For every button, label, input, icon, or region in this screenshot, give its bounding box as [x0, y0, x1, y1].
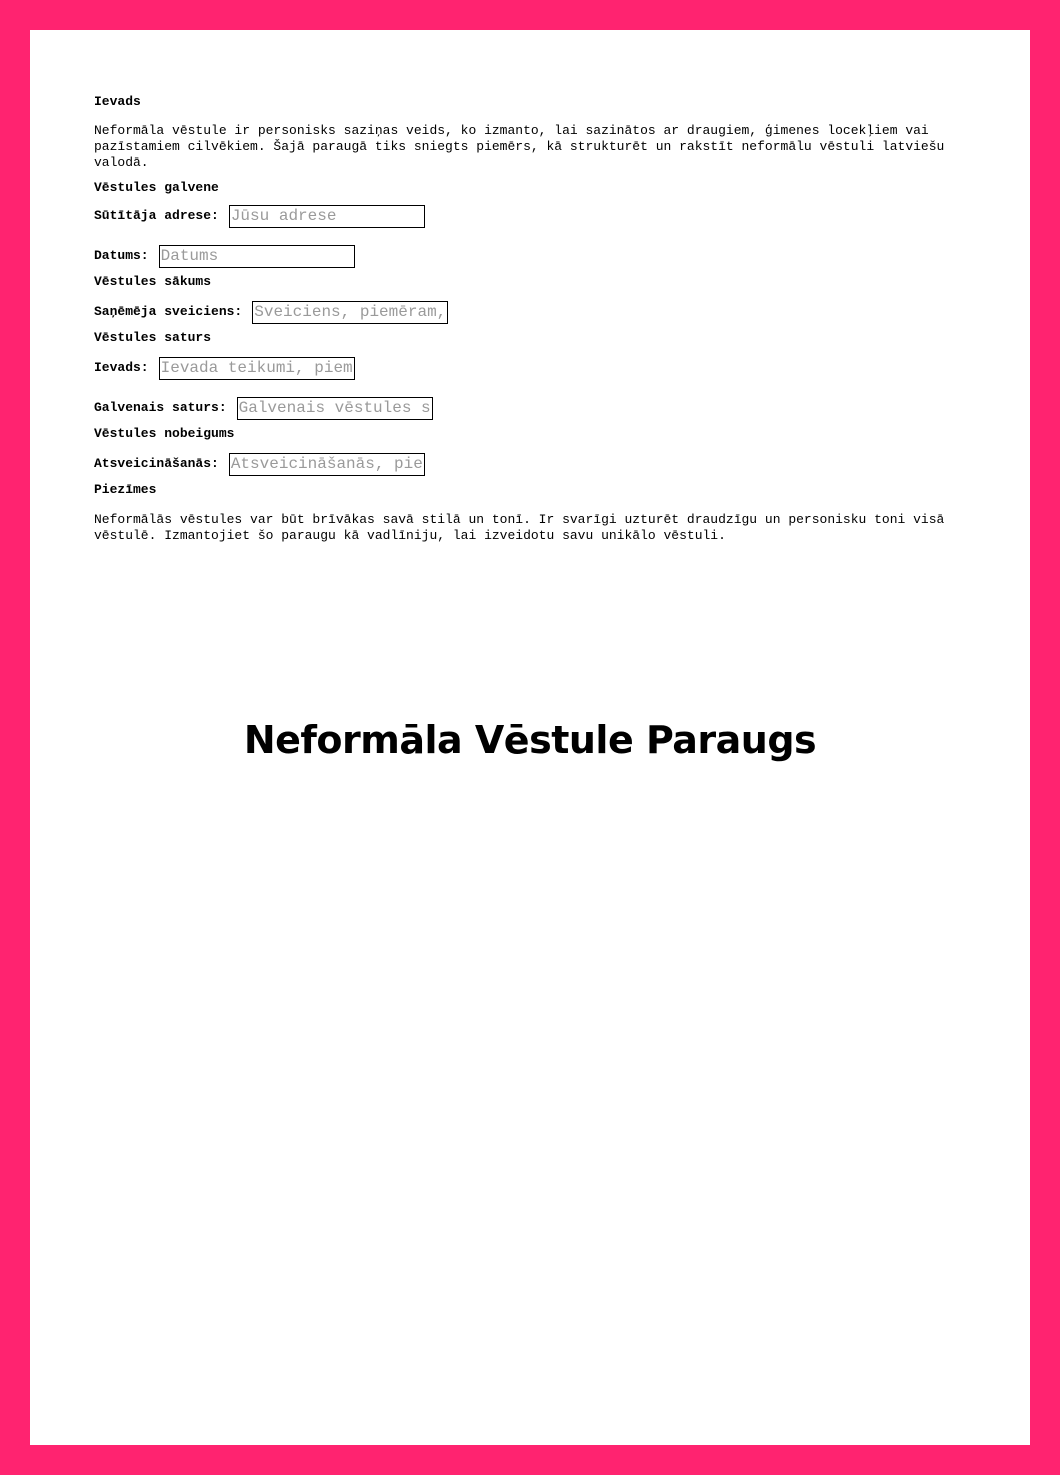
sender-label: Sūtītāja adrese:	[94, 208, 219, 223]
sender-row	[94, 204, 974, 228]
notes-text: Neformālās vēstules var būt brīvākas savā stilā un tonī. Ir svarīgi uzturēt draudzīgu un personisku toni visā vēstulē. Izmantojiet šo paraugu kā vadlīniju, lai izveidotu savu unikālo vēstuli.	[94, 512, 945, 543]
letter-content	[94, 94, 974, 544]
intro-text: Neformāla vēstule ir personisks saziņas veids, ko izmanto, lai sazinātos ar draugiem, ģimenes locekļiem vai pazīstamiem cilvēkiem. Šajā paraugā tiks sniegts piemērs, kā strukturēt un rakstīt neformālu vēstuli latviešu valodā.	[94, 123, 945, 170]
body-heading: Vēstules saturs	[94, 330, 212, 345]
intro-heading: Ievads	[94, 94, 141, 109]
farewell-label: Atsveicināšanās:	[94, 456, 219, 471]
date-input[interactable]	[159, 245, 355, 268]
farewell-row	[94, 452, 974, 476]
document-page	[30, 30, 1030, 1445]
greeting-input[interactable]	[252, 301, 448, 324]
opening-heading: Vēstules sākums	[94, 274, 212, 289]
closing-heading: Vēstules nobeigums	[94, 426, 235, 441]
date-label: Datums:	[94, 248, 149, 263]
main-content-row	[94, 396, 974, 420]
greeting-row	[94, 300, 974, 324]
body-intro-label: Ievads:	[94, 360, 149, 375]
main-content-input[interactable]	[237, 397, 433, 420]
header-heading: Vēstules galvene	[94, 180, 219, 195]
date-row	[94, 244, 974, 268]
sender-address-input[interactable]	[229, 205, 425, 228]
body-intro-input[interactable]	[159, 357, 355, 380]
body-intro-row	[94, 356, 974, 380]
notes-heading: Piezīmes	[94, 482, 157, 497]
greeting-label: Saņēmēja sveiciens:	[94, 304, 243, 319]
main-content-label: Galvenais saturs:	[94, 400, 227, 415]
farewell-input[interactable]	[229, 453, 425, 476]
page-title: Neformāla Vēstule Paraugs	[243, 718, 817, 762]
